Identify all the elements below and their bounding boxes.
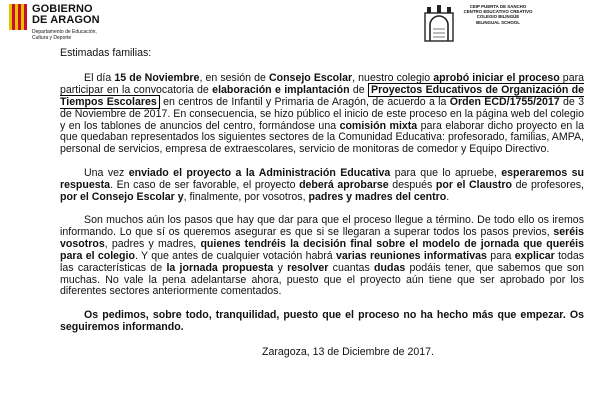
government-name: GOBIERNO DE ARAGON [32,3,100,26]
project-title-highlight: Proyectos Educativos de Organización de Tiempos Escolares [60,83,585,108]
paragraph-3: Son muchos aún los pasos que hay que dar para que el proceso llegue a término. De todo ello os iremos informando. Lo que sí os queremos asegurar es que si se llegaran a superar todos los pasos previos, seréis vosotros, padres y madres, quienes tendréis la decisión final sobre el modelo de jornada que queréis para el colegio. Y que antes de cualquier votación habrá varias reuniones informativas para explicar todas las características de la jornada propuesta y resolver cuantas dudas podáis tener, que sabemos que son muchas. No vale la pena adelantarse ahora, puesto que el proyecto aún tiene que ser aprobado por los diferentes sectores anteriormente comentados. [60,213,585,298]
paragraph-4: Os pedimos, sobre todo, tranquilidad, puesto que el proceso no ha hecho más que empezar. Os seguiremos informando. [60,308,584,333]
government-logo [8,4,128,44]
school-name: CEIP PUERTA DE SANCHO CENTRO EDUCATIVO CREATIVO COLEGIO BILINGÜE BILINGUAL SCHOOL [463,4,533,25]
department-name: Departamento de Educación, Cultura y Deporte [32,29,97,41]
school-gate-icon [422,3,456,43]
paragraph-2: Una vez enviado el proyecto a la Administración Educativa para que lo apruebe, esperaremos su respuesta. En caso de ser favorable, el proyecto deberá aprobarse después por el Claustro de profesores, por el Consejo Escolar y, finalmente, por vosotros, padres y madres del centro. [60,166,584,203]
letter-header [0,0,610,48]
letter-body [60,48,584,359]
aragon-crest-icon [8,4,28,30]
school-logo [422,3,532,45]
date-signoff: Zaragoza, 13 de Diciembre de 2017. [262,345,434,358]
paragraph-1: El día 15 de Noviembre, en sesión de Consejo Escolar, nuestro colegio aprobó iniciar el proceso para participar en la convocatoria de elaboración e implantación de Proyectos Educativos de Organización de Tiempos Escolares en centros de Infantil y Primaria de Aragón, de acuerdo a la Orden ECD/1755/2017 de 3 de Noviembre de 2017. En consecuencia, se hizo público el inicio de este proceso en la página web del colegio y en los tablones de anuncios del centro, formándose una comisión mixta para elaborar dicho proyecto en la que quedaban representados los siguientes sectores de la Comunidad Educativa: profesorado, familias, AMPA, personal de servicios, empresa de extraescolares, servicio de monitoras de comedor y Equipo Directivo. [60,71,585,156]
greeting: Estimadas familias: [60,47,152,59]
